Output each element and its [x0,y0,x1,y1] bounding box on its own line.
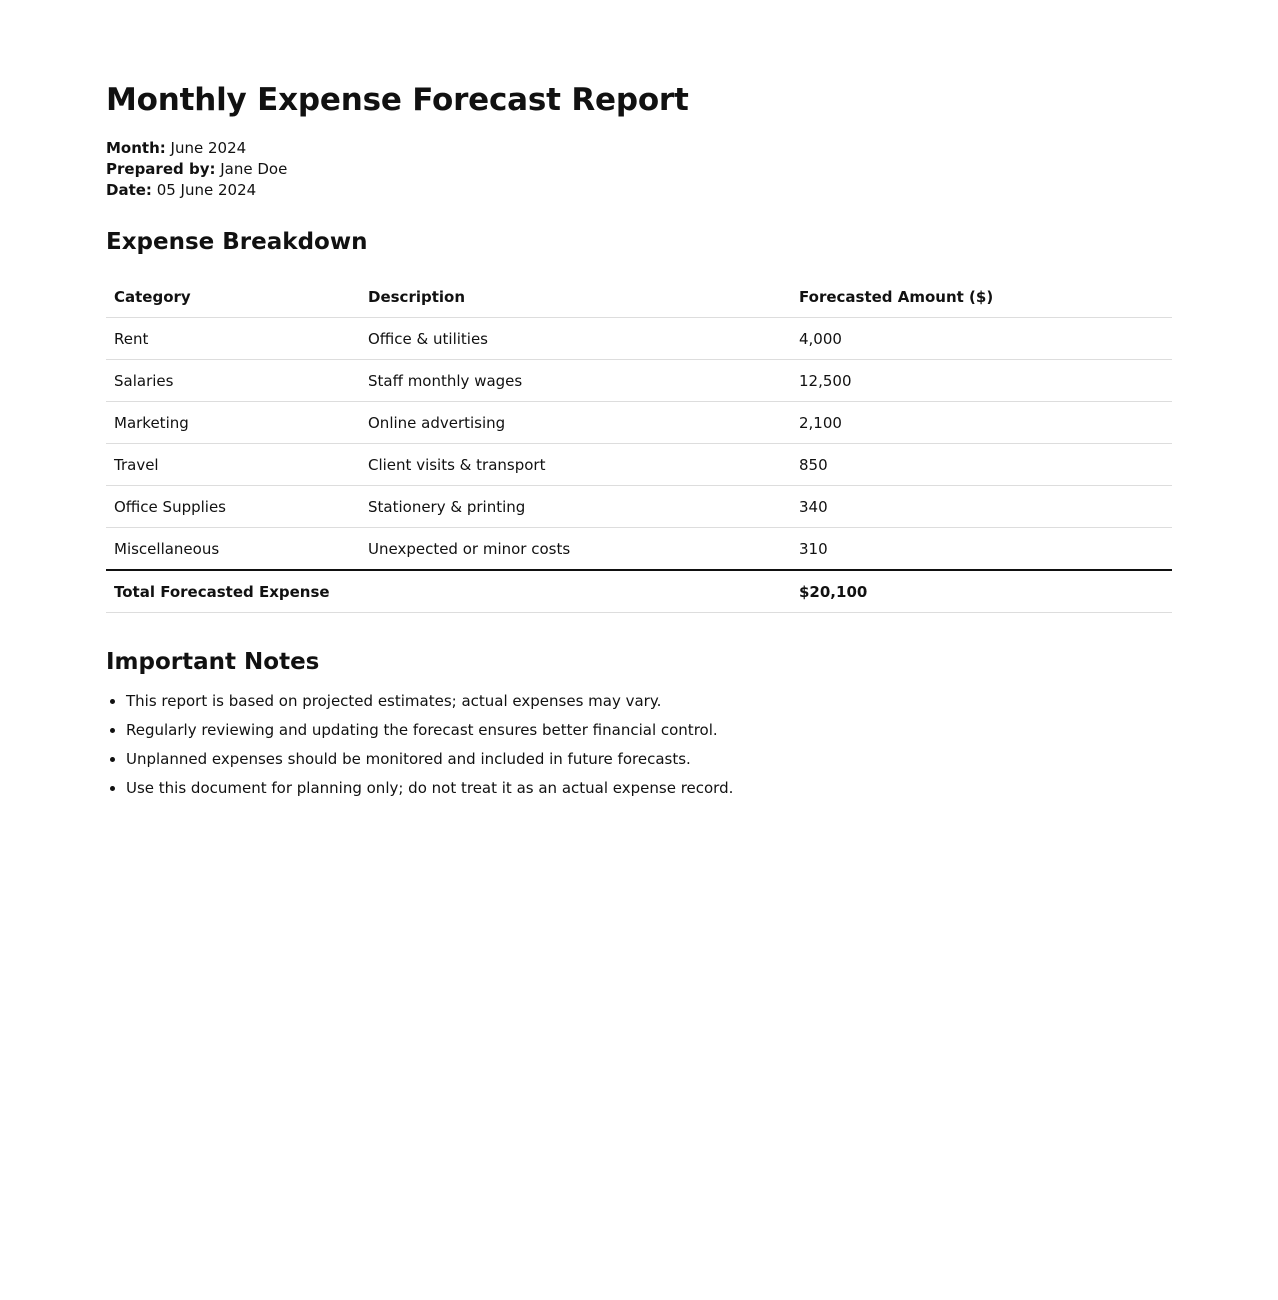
table-row [106,318,1172,360]
table-row [106,486,1172,528]
list-item: • Use this document for planning only; do not treat it as an actual expense record. [126,774,1172,803]
cell-amount: 4,000 [791,318,1172,360]
list-item: • Regularly reviewing and updating the forecast ensures better financial control. [126,716,1172,745]
table-row [106,528,1172,571]
report-meta [106,138,1172,201]
cell-category: Salaries [106,360,360,402]
column-header-category: Category [106,276,360,318]
cell-category: Marketing [106,402,360,444]
cell-amount: 310 [791,528,1172,571]
table-header-row [106,276,1172,318]
total-label: Total Forecasted Expense [106,570,360,613]
list-item: • This report is based on projected estimates; actual expenses may vary. [126,687,1172,716]
cell-category: Office Supplies [106,486,360,528]
cell-amount: 12,500 [791,360,1172,402]
cell-description: Client visits & transport [360,444,791,486]
meta-prepared-label: Prepared by: [106,160,216,178]
cell-category: Rent [106,318,360,360]
total-empty-cell [360,570,791,613]
meta-month [106,138,1172,159]
section-heading-expense-breakdown: Expense Breakdown [106,229,368,255]
list-item: • Unplanned expenses should be monitored and included in future forecasts. [126,745,1172,774]
section-heading-important-notes: Important Notes [106,649,320,675]
meta-date-value: 05 June 2024 [156,181,257,199]
total-value: $20,100 [791,570,1172,613]
cell-description: Staff monthly wages [360,360,791,402]
meta-prepared-by [106,159,1172,180]
cell-description: Office & utilities [360,318,791,360]
meta-month-value: June 2024 [170,139,247,157]
cell-category: Travel [106,444,360,486]
notes-list [106,687,1172,803]
cell-description: Stationery & printing [360,486,791,528]
meta-date-label: Date: [106,181,152,199]
table-row [106,360,1172,402]
expense-table [106,276,1172,613]
column-header-amount: Forecasted Amount ($) [791,276,1172,318]
meta-date [106,180,1172,201]
column-header-description: Description [360,276,791,318]
table-row [106,444,1172,486]
cell-amount: 2,100 [791,402,1172,444]
page-title: Monthly Expense Forecast Report [106,82,689,118]
table-total-row [106,570,1172,613]
cell-amount: 340 [791,486,1172,528]
cell-category: Miscellaneous [106,528,360,571]
meta-month-label: Month: [106,139,166,157]
meta-prepared-value: Jane Doe [220,160,288,178]
cell-description: Online advertising [360,402,791,444]
cell-description: Unexpected or minor costs [360,528,791,571]
cell-amount: 850 [791,444,1172,486]
table-row [106,402,1172,444]
